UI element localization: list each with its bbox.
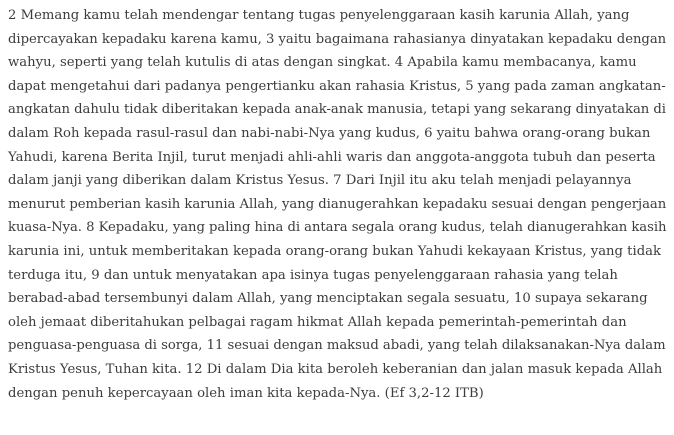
passage-line: penguasa-penguasa di sorga, 11 sesuai dengan maksud abadi, yang telah dilaksanakan-Nya dalam	[8, 338, 666, 354]
passage-line: Yahudi, karena Berita Injil, turut menjadi ahli-ahli waris dan anggota-anggota tubuh dan peserta	[8, 149, 656, 165]
passage-line: Kristus Yesus, Tuhan kita. 12 Di dalam Dia kita beroleh keberanian dan jalan masuk kepada Allah	[8, 361, 663, 377]
passage-line: karunia ini, untuk memberitakan kepada orang-orang bukan Yahudi kekayaan Kristus, yang tidak	[8, 243, 661, 259]
passage-line: angkatan dahulu tidak diberitakan kepada anak-anak manusia, tetapi yang sekarang dinyatakan di	[8, 102, 666, 118]
passage-line: dalam Roh kepada rasul-rasul dan nabi-nabi-Nya yang kudus, 6 yaitu bahwa orang-orang bukan	[8, 125, 651, 141]
passage-line: kuasa-Nya. 8 Kepadaku, yang paling hina di antara segala orang kudus, telah dianugerahkan kasih	[8, 220, 667, 236]
passage-line: dipercayakan kepadaku karena kamu, 3 yaitu bagaimana rahasianya dinyatakan kepadaku dengan	[8, 31, 667, 47]
passage-line: dapat mengetahui dari padanya pengertianku akan rahasia Kristus, 5 yang pada zaman angkatan-	[8, 78, 666, 94]
passage-line: dalam janji yang diberikan dalam Kristus Yesus. 7 Dari Injil itu aku telah menjadi pelayannya	[8, 173, 632, 189]
passage-reference-line: dengan penuh kepercayaan oleh iman kita kepada-Nya. (Ef 3,2-12 ITB)	[8, 385, 484, 401]
passage-line: wahyu, seperti yang telah kutulis di atas dengan singkat. 4 Apabila kamu membacanya, kamu	[8, 55, 637, 71]
passage-line: terduga itu, 9 dan untuk menyatakan apa isinya tugas penyelenggaraan rahasia yang telah	[8, 267, 618, 283]
passage-line: oleh jemaat diberitahukan pelbagai ragam hikmat Allah kepada pemerintah-pemerintah dan	[8, 314, 627, 330]
passage-line: menurut pemberian kasih karunia Allah, yang dianugerahkan kepadaku sesuai dengan pengerjaan	[8, 196, 667, 212]
passage-line: 2 Memang kamu telah mendengar tentang tugas penyelenggaraan kasih karunia Allah, yang	[8, 8, 630, 23]
passage-line: berabad-abad tersembunyi dalam Allah, yang menciptakan segala sesuatu, 10 supaya sekarang	[8, 291, 648, 307]
